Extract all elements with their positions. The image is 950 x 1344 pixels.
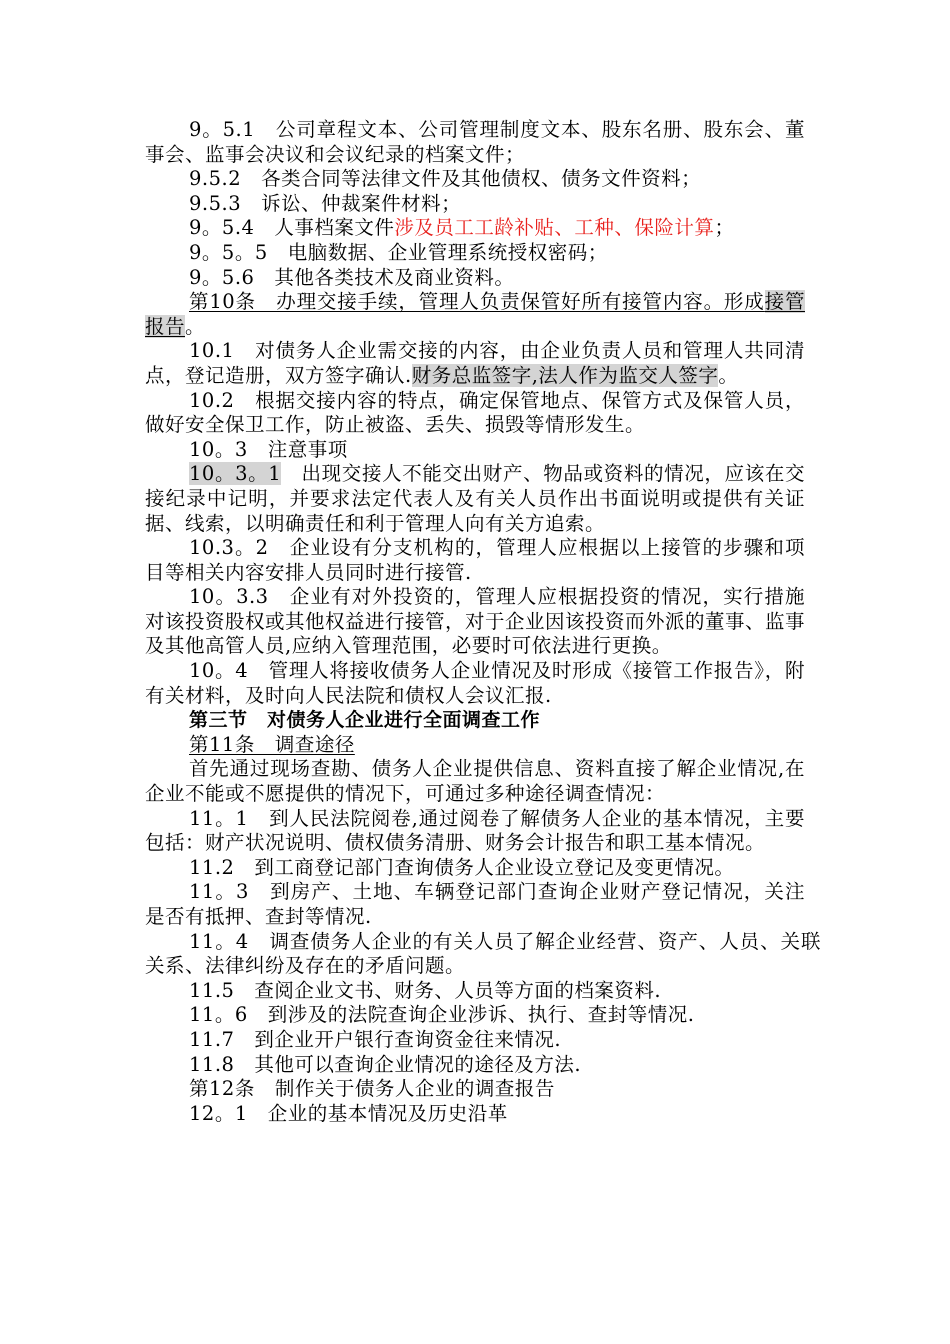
highlighted-underlined-text: 接管报告 [145, 290, 805, 338]
text: 11.5 查阅企业文书、财务、人员等方面的档案资料. [189, 978, 662, 1002]
text: 首先通过现场查勘、债务人企业提供信息、资料直接了解企业情况,在企业不能或不愿提供的情况下，可通过多种途径调查情况： [145, 757, 805, 806]
text: 9.5.2 各类合同等法律文件及其他债权、债务文件资料； [189, 167, 702, 191]
paragraph-9-5-3 [145, 192, 805, 217]
paragraph-10-4 [145, 659, 805, 708]
paragraph-9-5-1 [145, 118, 805, 167]
document-body [0, 118, 950, 1126]
text: ； [714, 216, 735, 240]
paragraph-11-7 [145, 1028, 805, 1053]
section-heading: 第三节 对债务人企业进行全面调查工作 [189, 709, 541, 732]
article-11-heading [145, 733, 805, 758]
text: 11.2 到工商登记部门查询债务人企业设立登记及变更情况。 [189, 855, 735, 879]
paragraph-11-8 [145, 1053, 805, 1078]
text: 9。5.1 公司章程文本、公司管理制度文本、股东名册、股东会、董事会、监事会决议和会议纪录的档案文件； [145, 118, 805, 166]
paragraph-12-1 [145, 1102, 805, 1127]
text: 10.3。2 企业设有分支机构的，管理人应根据以上接管的步骤和项目等相关内容安排人员同时进行接管. [145, 536, 805, 584]
text: 9。5.6 其他各类技术及商业资料。 [189, 265, 515, 289]
text: 11。4 调查债务人企业的有关人员了解企业经营、资产、人员、关联关系、法律纠纷及存在的矛盾问题。 [145, 929, 821, 978]
red-highlight-text: 涉及员工工龄补贴、工种、保险计算 [394, 216, 715, 240]
paragraph-9-5-5 [145, 241, 805, 266]
text: 。 [185, 314, 206, 338]
text: 10.1 对债务人企业需交接的内容，由企业负责人员和管理人共同清点，登记造册，双方签字确认. [145, 339, 805, 387]
text: 出现交接人不能交出财产、物品或资料的情况，应该在交接纪录中记明，并要求法定代表人及有关人员作出书面说明或提供有关证据、线索，以明确责任和利于管理人向有关方追索。 [145, 462, 805, 535]
highlighted-text: 财务总监签字,法人作为监交人签字 [411, 363, 719, 387]
paragraph-11-6 [145, 1003, 805, 1028]
text: 10。3 注意事项 [189, 437, 348, 461]
article-10-heading [145, 290, 805, 339]
text: 9.5.3 诉讼、仲裁案件材料； [189, 191, 462, 215]
text: 11.7 到企业开户银行查询资金往来情况. [189, 1027, 562, 1051]
text: 10.2 根据交接内容的特点，确定保管地点、保管方式及保管人员，做好安全保卫工作，防止被盗、丢失、损毁等情形发生。 [145, 388, 805, 437]
text: 11。1 到人民法院阅卷,通过阅卷了解债务人企业的基本情况，主要包括：财产状况说明、债权债务清册、财务会计报告和职工基本情况。 [145, 806, 805, 855]
paragraph-10-3-2 [145, 536, 805, 585]
text: 9。5。5 电脑数据、企业管理系统授权密码； [189, 240, 608, 264]
paragraph-11-3 [145, 880, 805, 929]
paragraph-10-3-3 [145, 585, 805, 659]
text: 11.8 其他可以查询企业情况的途径及方法. [189, 1052, 582, 1076]
text: 。 [718, 363, 739, 387]
underlined-text: 第10条 办理交接手续，管理人负责保管好所有接管内容。形成 [189, 290, 765, 314]
paragraph-11-5 [145, 979, 805, 1004]
paragraph-11-1 [145, 807, 805, 856]
text: 12。1 企业的基本情况及历史沿革 [189, 1101, 508, 1125]
paragraph-10-1 [145, 339, 805, 388]
text: 10。4 管理人将接收债务人企业情况及时形成《接管工作报告》，附有关材料，及时向人民法院和债权人会议汇报. [145, 659, 805, 707]
highlighted-text: 10。3。1 [189, 462, 282, 486]
text: 10。3.3 企业有对外投资的，管理人应根据投资的情况，实行措施对该投资股权或其他权益进行接管，对于企业因该投资而外派的董事、监事及其他高管人员,应纳入管理范围，必要时可依法进行更换。 [145, 585, 806, 658]
paragraph-11-4 [145, 930, 821, 979]
paragraph-11-intro [145, 757, 805, 806]
paragraph-9-5-4 [145, 216, 805, 241]
text: 第12条 制作关于债务人企业的调查报告 [189, 1077, 555, 1101]
text: 11。3 到房产、土地、车辆登记部门查询企业财产登记情况，关注是否有抵押、查封等情况. [145, 880, 805, 928]
paragraph-9-5-2 [145, 167, 805, 192]
text: 11。6 到涉及的法院查询企业涉诉、执行、查封等情况. [189, 1003, 695, 1027]
paragraph-10-3-1 [145, 462, 805, 536]
text: 9。5.4 人事档案文件 [189, 216, 395, 240]
paragraph-9-5-6 [145, 266, 805, 291]
underlined-text: 第11条 调查途径 [189, 732, 355, 756]
paragraph-11-2 [145, 856, 805, 881]
section-3-heading [145, 708, 805, 733]
paragraph-10-3 [145, 438, 805, 463]
paragraph-10-2 [145, 389, 805, 438]
article-12-heading [145, 1077, 805, 1102]
